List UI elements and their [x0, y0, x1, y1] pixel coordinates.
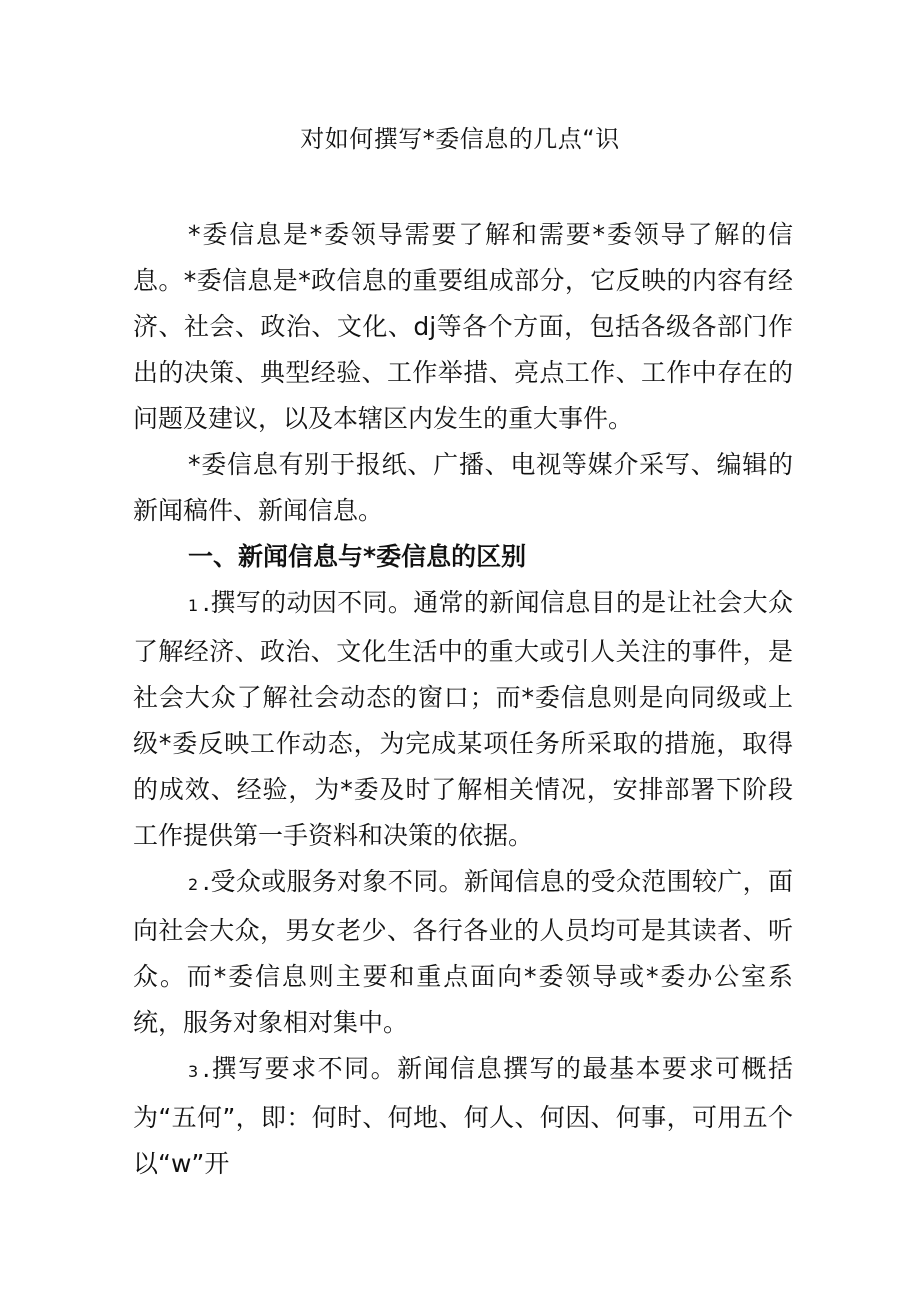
paragraph-item-3	[133, 1046, 793, 1187]
item-number: 1	[188, 596, 203, 615]
paragraph-item-2	[133, 859, 793, 1046]
item-text: .撰写的动因不同。通常的新闻信息目的是让社会大众了解经济、政治、文化生活中的重大或引人关注的事件，是社会大众了解社会动态的窗口；而*委信息则是向同级或上级*委反映工作动态，为完成某项任务所采取的措施，取得的成效、经验，为*委及时了解相关情况，安排部署下阶段工作提供第一手资料和决策的依据。	[133, 588, 793, 850]
paragraph-distinction: *委信息有别于报纸、广播、电视等媒介采写、编辑的新闻稿件、新闻信息。	[133, 450, 793, 525]
item-number: 2	[188, 875, 203, 894]
paragraph-intro: *委信息是*委领导需要了解和需要*委领导了解的信息。*委信息是*政信息的重要组成部分，它反映的内容有经济、社会、政治、文化、dj等各个方面，包括各级各部门作出的决策、典型经验、工作举措、亮点工作、工作中存在的问题及建议，以及本辖区内发生的重大事件。	[133, 220, 793, 433]
paragraph-item-1	[133, 580, 793, 859]
item-text: .受众或服务对象不同。新闻信息的受众范围较广，面向社会大众，男女老少、各行各业的人员均可是其读者、听众。而*委信息则主要和重点面向*委领导或*委办公室系统，服务对象相对集中。	[133, 867, 793, 1037]
item-text: .撰写要求不同。新闻信息撰写的最基本要求可概括为“五何”，即：何时、何地、何人、何因、何事，可用五个以“w”开	[133, 1054, 793, 1178]
section-heading: 一、新闻信息与*委信息的区别	[188, 542, 527, 571]
item-number: 3	[188, 1062, 203, 1081]
document-title: 对如何撰写*委信息的几点“识	[300, 125, 620, 153]
document-body	[133, 212, 793, 1187]
